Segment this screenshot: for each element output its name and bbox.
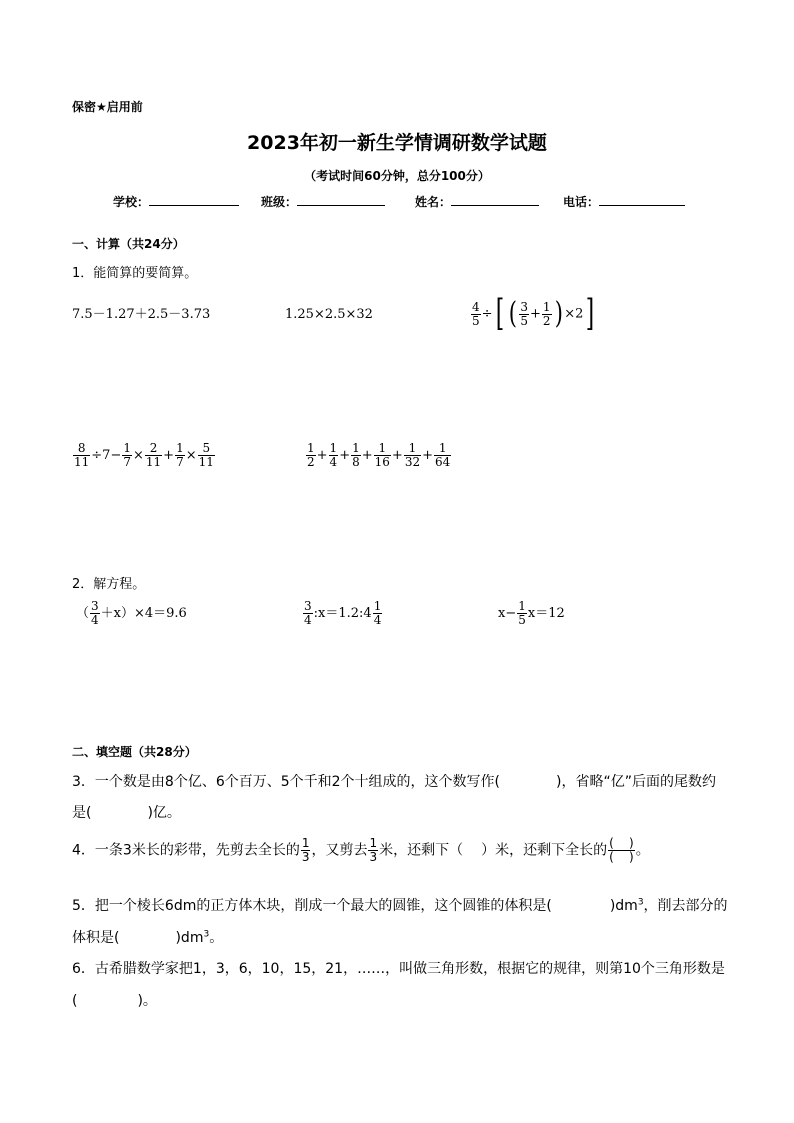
fraction: $\frac{1}{4}$ <box>329 441 338 469</box>
q5-text-c: ，削去部分的 <box>643 898 728 914</box>
q4-text-d: ）米，还剩下全长的 <box>481 842 608 859</box>
q6-text-b: )。 <box>137 993 157 1009</box>
q3-text-2b: )亿。 <box>147 805 181 821</box>
q5-text-2c: 。 <box>209 930 224 946</box>
q5-text-2a: 体积是( <box>72 930 120 946</box>
q4-text-a: 4．一条3米长的彩带，先剪去全长的 <box>72 842 300 859</box>
q3-line2 <box>72 802 181 822</box>
q5-text-2b: )dm <box>175 930 204 946</box>
q2-eq-a: （ $\frac{3}{4}$ ＋x）×4＝9.6 <box>76 599 187 627</box>
q1-expr-e: $\frac{1}{2}$ + $\frac{1}{4}$ + $\frac{1}{8}$ + $\frac{1}{16}$ + $\frac{1}{32}$ + $\frac{1}{64}$ <box>307 441 451 469</box>
field-phone-label: 电话： <box>563 195 600 209</box>
exam-title: 2023年初一新生学情调研数学试题 <box>247 132 547 154</box>
fraction: $\frac{1}{8}$ <box>352 441 360 469</box>
name-blank[interactable] <box>451 193 539 206</box>
q2-eq-c: x− $\frac{1}{5}$ x＝12 <box>498 599 565 627</box>
q3-text-2a: 是( <box>72 805 92 821</box>
fraction: $\frac{4}{5}$ <box>472 299 480 328</box>
q6-line2 <box>72 990 157 1010</box>
fraction: $\frac{3}{5}$ <box>520 299 528 328</box>
fraction: $\frac{1}{3}$ <box>301 836 310 864</box>
fraction: $\frac{1}{64}$ <box>435 441 451 469</box>
fraction: $\frac{1}{16}$ <box>374 441 390 469</box>
q2-eq-b: $\frac{3}{4}$ :x＝1.2:4 $\frac{1}{4}$ <box>304 599 382 627</box>
q1-expr-a: 7.5－1.27＋2.5－3.73 <box>72 307 211 322</box>
fraction: $\frac{5}{11}$ <box>198 441 214 469</box>
fraction: $\frac{2}{11}$ <box>145 441 162 469</box>
confidential-mark: 保密★启用前 <box>72 100 143 114</box>
q5-line2: 体积是( )$dm^3$。 <box>72 929 224 946</box>
fraction: $\frac{1}{2}$ <box>542 299 551 328</box>
q6-line1: 6．古希腊数学家把1，3，6，10，15，21，……，叫做三角形数，根据它的规律，则第10个三角形数是 <box>72 961 725 977</box>
q5-text-a: 5．把一个棱长6dm的正方体木块，削成一个最大的圆锥，这个圆锥的体积是( <box>72 898 552 914</box>
q2-label: 2．解方程。 <box>72 577 146 592</box>
q1-expr-b: 1.25×2.5×32 <box>285 307 373 322</box>
field-name-label: 姓名： <box>415 195 452 209</box>
q1-label: 1．能简算的要简算。 <box>72 266 198 281</box>
field-class-label: 班级： <box>261 195 298 209</box>
q6-text-a: ( <box>72 993 78 1009</box>
q5-text-b: )dm <box>609 898 638 914</box>
fraction: $\frac{1}{2}$ <box>307 441 315 469</box>
field-class[interactable] <box>261 193 385 210</box>
class-blank[interactable] <box>297 193 385 206</box>
q3-text-end: )，省略“亿”后面的尾数约 <box>556 774 716 790</box>
q4-text-b: ，又剪去 <box>311 842 368 859</box>
q5-line1: 5．把一个棱长6dm的正方体木块，削成一个最大的圆锥，这个圆锥的体积是( )$dm^3$，削去部分的 <box>72 897 728 914</box>
field-school-label: 学校： <box>113 195 150 209</box>
school-blank[interactable] <box>149 193 239 206</box>
fraction: $\frac{1}{7}$ <box>176 441 184 469</box>
fraction: $\frac{1}{32}$ <box>404 441 421 469</box>
q1-expr-d: $\frac{8}{11}$ ÷7− $\frac{1}{7}$ × $\frac{2}{11}$ + $\frac{1}{7}$ × $\frac{5}{11}$ <box>74 441 214 469</box>
fraction: $\frac{1}{3}$ <box>369 836 378 864</box>
fraction: $\frac{8}{11}$ <box>74 441 90 469</box>
phone-blank[interactable] <box>599 193 685 206</box>
fraction: $\frac{1}{4}$ <box>373 599 382 627</box>
fraction: $\frac{1}{5}$ <box>518 599 526 627</box>
q4-text-c: 米，还剩下（ <box>379 842 464 859</box>
q4-text-e: 。 <box>635 842 650 859</box>
q3-line1 <box>72 771 716 791</box>
field-name[interactable] <box>415 193 539 210</box>
q1-expr-c: $\frac{4}{5}$ ÷[ ( $\frac{3}{5}$ + $\frac{1}{2}$ ) ×2] <box>472 293 595 334</box>
section2-heading: 二、填空题（共28分） <box>72 745 197 759</box>
field-phone[interactable] <box>563 193 685 210</box>
fraction: $\frac{1}{7}$ <box>123 441 131 469</box>
q4-blank-fraction[interactable]: $\frac{( )}{( )}$ <box>609 836 634 864</box>
q4-line <box>72 837 650 864</box>
fraction: $\frac{3}{4}$ <box>91 599 99 627</box>
section1-heading: 一、计算（共24分） <box>72 237 185 251</box>
exam-subtitle: （考试时间60分钟，总分100分） <box>304 169 490 183</box>
q3-text: 3．一个数是由8个亿、6个百万、5个千和2个十组成的，这个数写作( <box>72 774 500 790</box>
field-school[interactable] <box>113 193 239 210</box>
fraction: $\frac{3}{4}$ <box>304 599 312 627</box>
